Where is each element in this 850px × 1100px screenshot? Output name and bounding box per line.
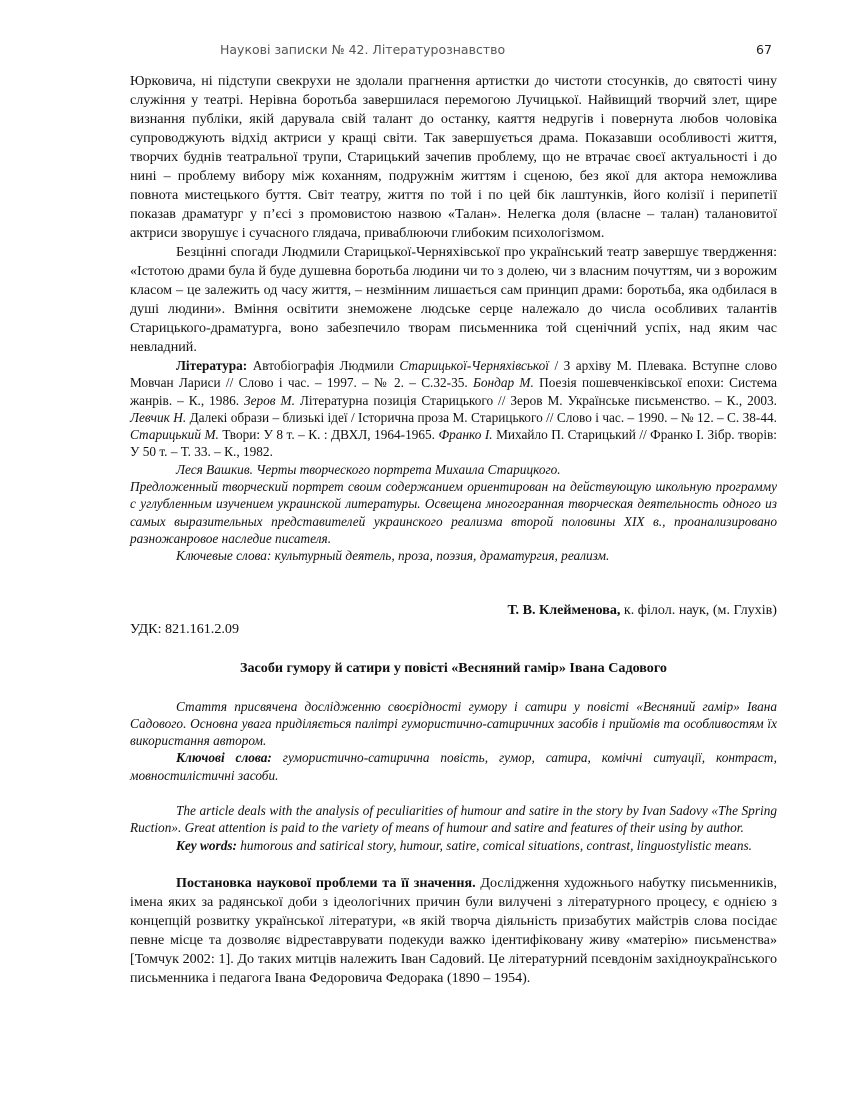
reference-author: Старицький М. [130,427,219,443]
references-label: Література: [176,358,248,373]
reference-text: Автобіографія Людмили [247,358,400,373]
en-abstract: The article deals with the analysis of peculiarities of humour and satire in the story by Ivan Sadovy «The Spring Ruction». Great attention is paid to the variety of means of humour and satire and features of their using by author. [130,803,777,836]
page-body [130,72,777,988]
spacer [130,639,777,659]
spacer [130,854,777,874]
running-header: Наукові записки № 42. Літературознавство [220,42,506,57]
reference-text: Твори: У 8 т. – К. : ДВХЛ, 1964-1965. [218,427,439,443]
reference-author: Бондар М. [473,375,534,391]
reference-author: Левчик Н. [130,409,187,425]
ua-keywords-text: гумористично-сатирична повість, гумор, сатира, комічні ситуації, контраст, мовностилістичні засоби. [130,750,777,783]
spacer [130,565,777,601]
reference-text: / З архіву М. Плевака. Вступне слово Мовчан Лариси // Слово і час. – 1997. – № 2. – С.32-35. [130,358,777,391]
references [130,357,777,461]
ua-keywords-label: Ключові слова: [176,750,272,766]
en-keywords-text: humorous and satirical story, humour, satire, comical situations, contrast, linguostylistic means. [236,837,752,853]
en-keywords [130,837,777,854]
udk-code: УДК: 821.161.2.09 [130,620,239,637]
author-line [130,601,777,620]
ua-keywords [130,749,777,784]
page-number: 67 [756,42,772,57]
reference-author: Старицької-Черняхівської [399,358,549,373]
reference-text: Михайло П. Старицький // Франко І. Зібр. творів: У 50 т. – Т. 33. – К., 1982. [130,427,777,460]
reference-text: Літературна позиція Старицького // Зеров М. Українське письменство. – К., 2003. [294,392,778,408]
article-title: Засоби гумору й сатири у повісті «Весняний гамір» Івана Садового [240,659,667,676]
paragraph-continuation: Юрковича, ні підступи свекрухи не здолали прагнення артистки до чистоти стосунків, до святості чину служіння у театрі. Нерівна боротьба завершилася перемогою Лучицької. Найвищий творчий злет, щире визнання публіки, якій дарувала свій талант до останку, каяття недругів і повернута любов чоловіка супроводжують відхід актриси у кращі світи. Так завершується драма. Показавши особливості життя, творчих буднів театральної трупи, Старицький зачепив проблему, що не втрачає своєї актуальності і до нині – проблему вибору між коханням, подружнім життям і сценою, без якої для актора неможлива повнота мистецького буття. Світ театру, життя по той і по цей бік лаштунків, його колізії і перипетії показав драматург у п’єсі з промовистою назвою «Талан». Нелегка доля (власне – талан) талановитої актриси зворушує і сучасного глядача, приваблюючи глибоким психологізмом. [130,73,777,241]
ru-keywords: Ключевые слова: культурный деятель, проза, поэзия, драматургия, реализм. [176,548,610,564]
paragraph-memoirs: Безцінні спогади Людмили Старицької-Черняхівської про український театр завершує твердження: «Істотою драми була й буде душевна боротьба людини чи то з долею, чи з власним почуттям, чи з ворожим класом – це залежить од часу життя, – незмінним лишається сам принцип драми: боротьба, яка одбилася в душі людини». Вміння освітити знеможене людське серце належало до числа особливих талантів Старицького-драматурга, воно забезпечило творам письменника той сценічний успіх, над яким час невладний. [130,244,777,355]
ua-abstract: Стаття присвячена дослідженню своєрідності гумору і сатири у повісті «Весняний гамір» Івана Садового. Основна увага приділяється палітрі гумористично-сатиричних засобів і прийомів та особливостям їх використання автором. [130,698,777,749]
reference-text: Поезія пошевченківської епохи: Система жанрів. – К., 1986. [130,375,777,408]
section-text: Дослідження художнього набутку письменників, імена яких за радянської доби з ідеологічних причин були вилучені з літературного процесу, є однією з концепцій розвитку української літератури, «в якій творча діяльність призабутих майстрів слова посідає певне місце та дозволяє відреставрувати подекуди важко ідентифіковану живу «матерію» письменства» [Томчук 2002: 1]. До таких митців належить Іван Садовий. Це літературний псевдонім західноукраїнського письменника і педагога Івана Федоровича Федорака (1890 – 1954). [130,874,777,986]
reference-author: Франко І. [438,427,493,443]
spacer [130,678,777,698]
author-details: к. філол. наук, (м. Глухів) [620,601,777,618]
section-heading: Постановка наукової проблеми та її значення. [176,874,476,891]
reference-author: Зеров М. [244,392,295,408]
ru-abstract: Предложенный творческий портрет своим содержанием ориентирован на действующую школьную программу с углубленным изучением украинской литературы. Освещена многогранная творческая деятельность одного из самых выразительных представителей украинского реализма второй половины XIX в., проанализировано разножанровое наследие писателя. [130,479,777,546]
author-name: Т. В. Клейменова, [507,601,621,618]
spacer [130,784,777,802]
reference-text: Далекі образи – близькі ідеї / Історична проза М. Старицького // Слово і час. – 1990. – № 12. – С. 38-44. [186,409,777,425]
section-intro [130,874,777,988]
en-keywords-label: Key words: [176,837,237,853]
ru-summary-title: Леся Вашкив. Черты творческого портрета Михаила Старицкого. [176,461,561,477]
